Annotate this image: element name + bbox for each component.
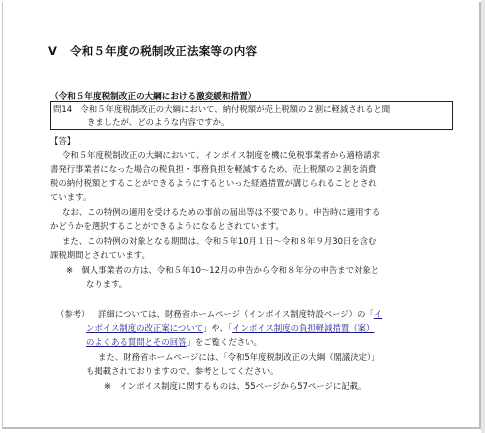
answer-line: 令和５年度税制改正の大綱において、インボイス制度を機に免税事業者から適格請求: [62, 150, 380, 160]
reference-text: 詳細については、財務省ホームページ（インボイス制度特設ページ）の「: [98, 309, 374, 319]
section-title-text: 令和５年度の税制改正法案等の内容: [70, 44, 258, 58]
question-box: [50, 101, 453, 130]
note-line: ※ 個人事業者の方は、令和５年10～12月の申告から令和８年分の申告まで対象と: [66, 265, 380, 275]
note-line: なります。: [86, 279, 128, 289]
reference-line-2: [86, 322, 374, 334]
reference-line-4: また、財務省ホームページには、「令和5年度税制改正の大綱（閣議決定）」: [98, 352, 380, 362]
reference-line-1: [98, 308, 382, 320]
reference-text: 」をご覧ください。: [186, 337, 262, 347]
answer-line: なお、この特例の適用を受けるための事前の届出等は不要であり、申告時に適用する: [62, 207, 381, 217]
reference-note: ※ インボイス制度に関するものは、55ページから57ページに記載。: [104, 381, 367, 391]
invoice-revision-link[interactable]: ンボイス制度の改正案について: [86, 323, 203, 333]
answer-line: かどうかを選択することができるようになるとされています。: [50, 221, 284, 231]
answer-line: ています。: [50, 192, 92, 202]
subsection-heading: （令和５年度税制改正の大綱における激変緩和措置）: [50, 92, 257, 102]
section-numeral: V: [48, 44, 58, 58]
question-line-1: 問14 令和５年度税制改正の大綱において、納付税額が売上税額の２割に軽減されると聞: [53, 104, 391, 114]
reference-line-3: [86, 336, 262, 348]
burden-relief-link[interactable]: のよくある質問とその回答: [86, 337, 187, 347]
reference-text: 」や、「: [203, 323, 233, 333]
answer-line: 課税期間とされています。: [50, 250, 150, 260]
answer-line: また、この特例の対象となる期間は、令和５年10月１日～令和８年９月30日を含む: [62, 236, 377, 246]
invoice-revision-link[interactable]: イ: [373, 309, 383, 319]
section-title: [48, 43, 257, 59]
answer-line: 書発行事業者になった場合の税負担・事務負担を軽減するため、売上税額の２割を消費: [50, 164, 377, 174]
reference-label: （参考）: [56, 309, 90, 319]
question-line-2: きましたが、どのような内容ですか。: [87, 117, 230, 127]
burden-relief-link[interactable]: インボイス制度の負担軽減措置（案）: [232, 323, 375, 333]
answer-label: 【答】: [50, 136, 76, 146]
answer-line: 税の納付税額とすることができるようにするといった経過措置が講じられることとされ: [50, 178, 377, 188]
reference-line-5: も掲載されておりますので、参考としてください。: [86, 366, 279, 376]
